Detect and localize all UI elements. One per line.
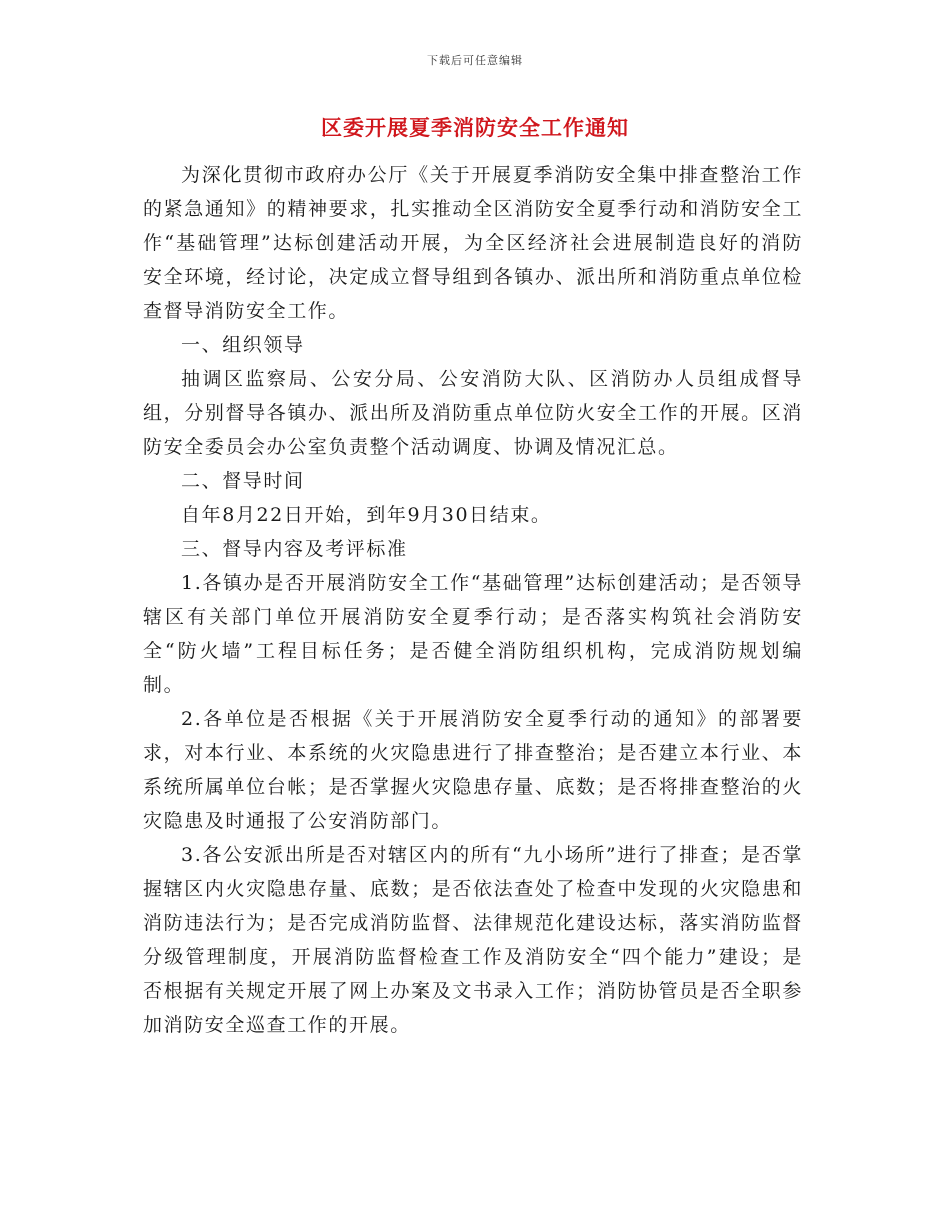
heading-time: 二、督导时间 [181,470,305,492]
paragraph-item-2: 2.各单位是否根据《关于开展消防安全夏季行动的通知》的部署要求，对本行业、本系统的火灾隐患进行了排查整治；是否建立本行业、本系统所属单位台帐；是否掌握火灾隐患存量、底数；是否将排查整治的火灾隐患及时通报了公安消防部门。 [143,708,803,832]
document-body [143,158,803,1042]
paragraph-time: 自年8月22日开始，到年9月30日结束。 [181,504,552,526]
paragraph-intro: 为深化贯彻市政府办公厅《关于开展夏季消防安全集中排查整治工作的紧急通知》的精神要求，扎实推动全区消防安全夏季行动和消防安全工作“基础管理”达标创建活动开展，为全区经济社会进展制造良好的消防安全环境，经讨论，决定成立督导组到各镇办、派出所和消防重点单位检查督导消防安全工作。 [143,164,803,322]
paragraph-item-1: 1.各镇办是否开展消防安全工作“基础管理”达标创建活动；是否领导辖区有关部门单位开展消防安全夏季行动；是否落实构筑社会消防安全“防火墙”工程目标任务；是否健全消防组织机构，完成消防规划编制。 [143,572,803,696]
heading-content: 三、督导内容及考评标准 [181,538,408,560]
page-header: 下载后可任意编辑 [427,54,523,67]
paragraph-item-3: 3.各公安派出所是否对辖区内的所有“九小场所”进行了排查；是否掌握辖区内火灾隐患存量、底数；是否依法查处了检查中发现的火灾隐患和消防违法行为；是否完成消防监督、法律规范化建设达标，落实消防监督分级管理制度，开展消防监督检查工作及消防安全“四个能力”建设；是否根据有关规定开展了网上办案及文书录入工作；消防协管员是否全职参加消防安全巡查工作的开展。 [143,844,803,1036]
document-title: 区委开展夏季消防安全工作通知 [321,115,629,140]
paragraph-organization: 抽调区监察局、公安分局、公安消防大队、区消防办人员组成督导组，分别督导各镇办、派出所及消防重点单位防火安全工作的开展。区消防安全委员会办公室负责整个活动调度、协调及情况汇总。 [143,368,803,458]
heading-organization: 一、组织领导 [181,334,305,356]
